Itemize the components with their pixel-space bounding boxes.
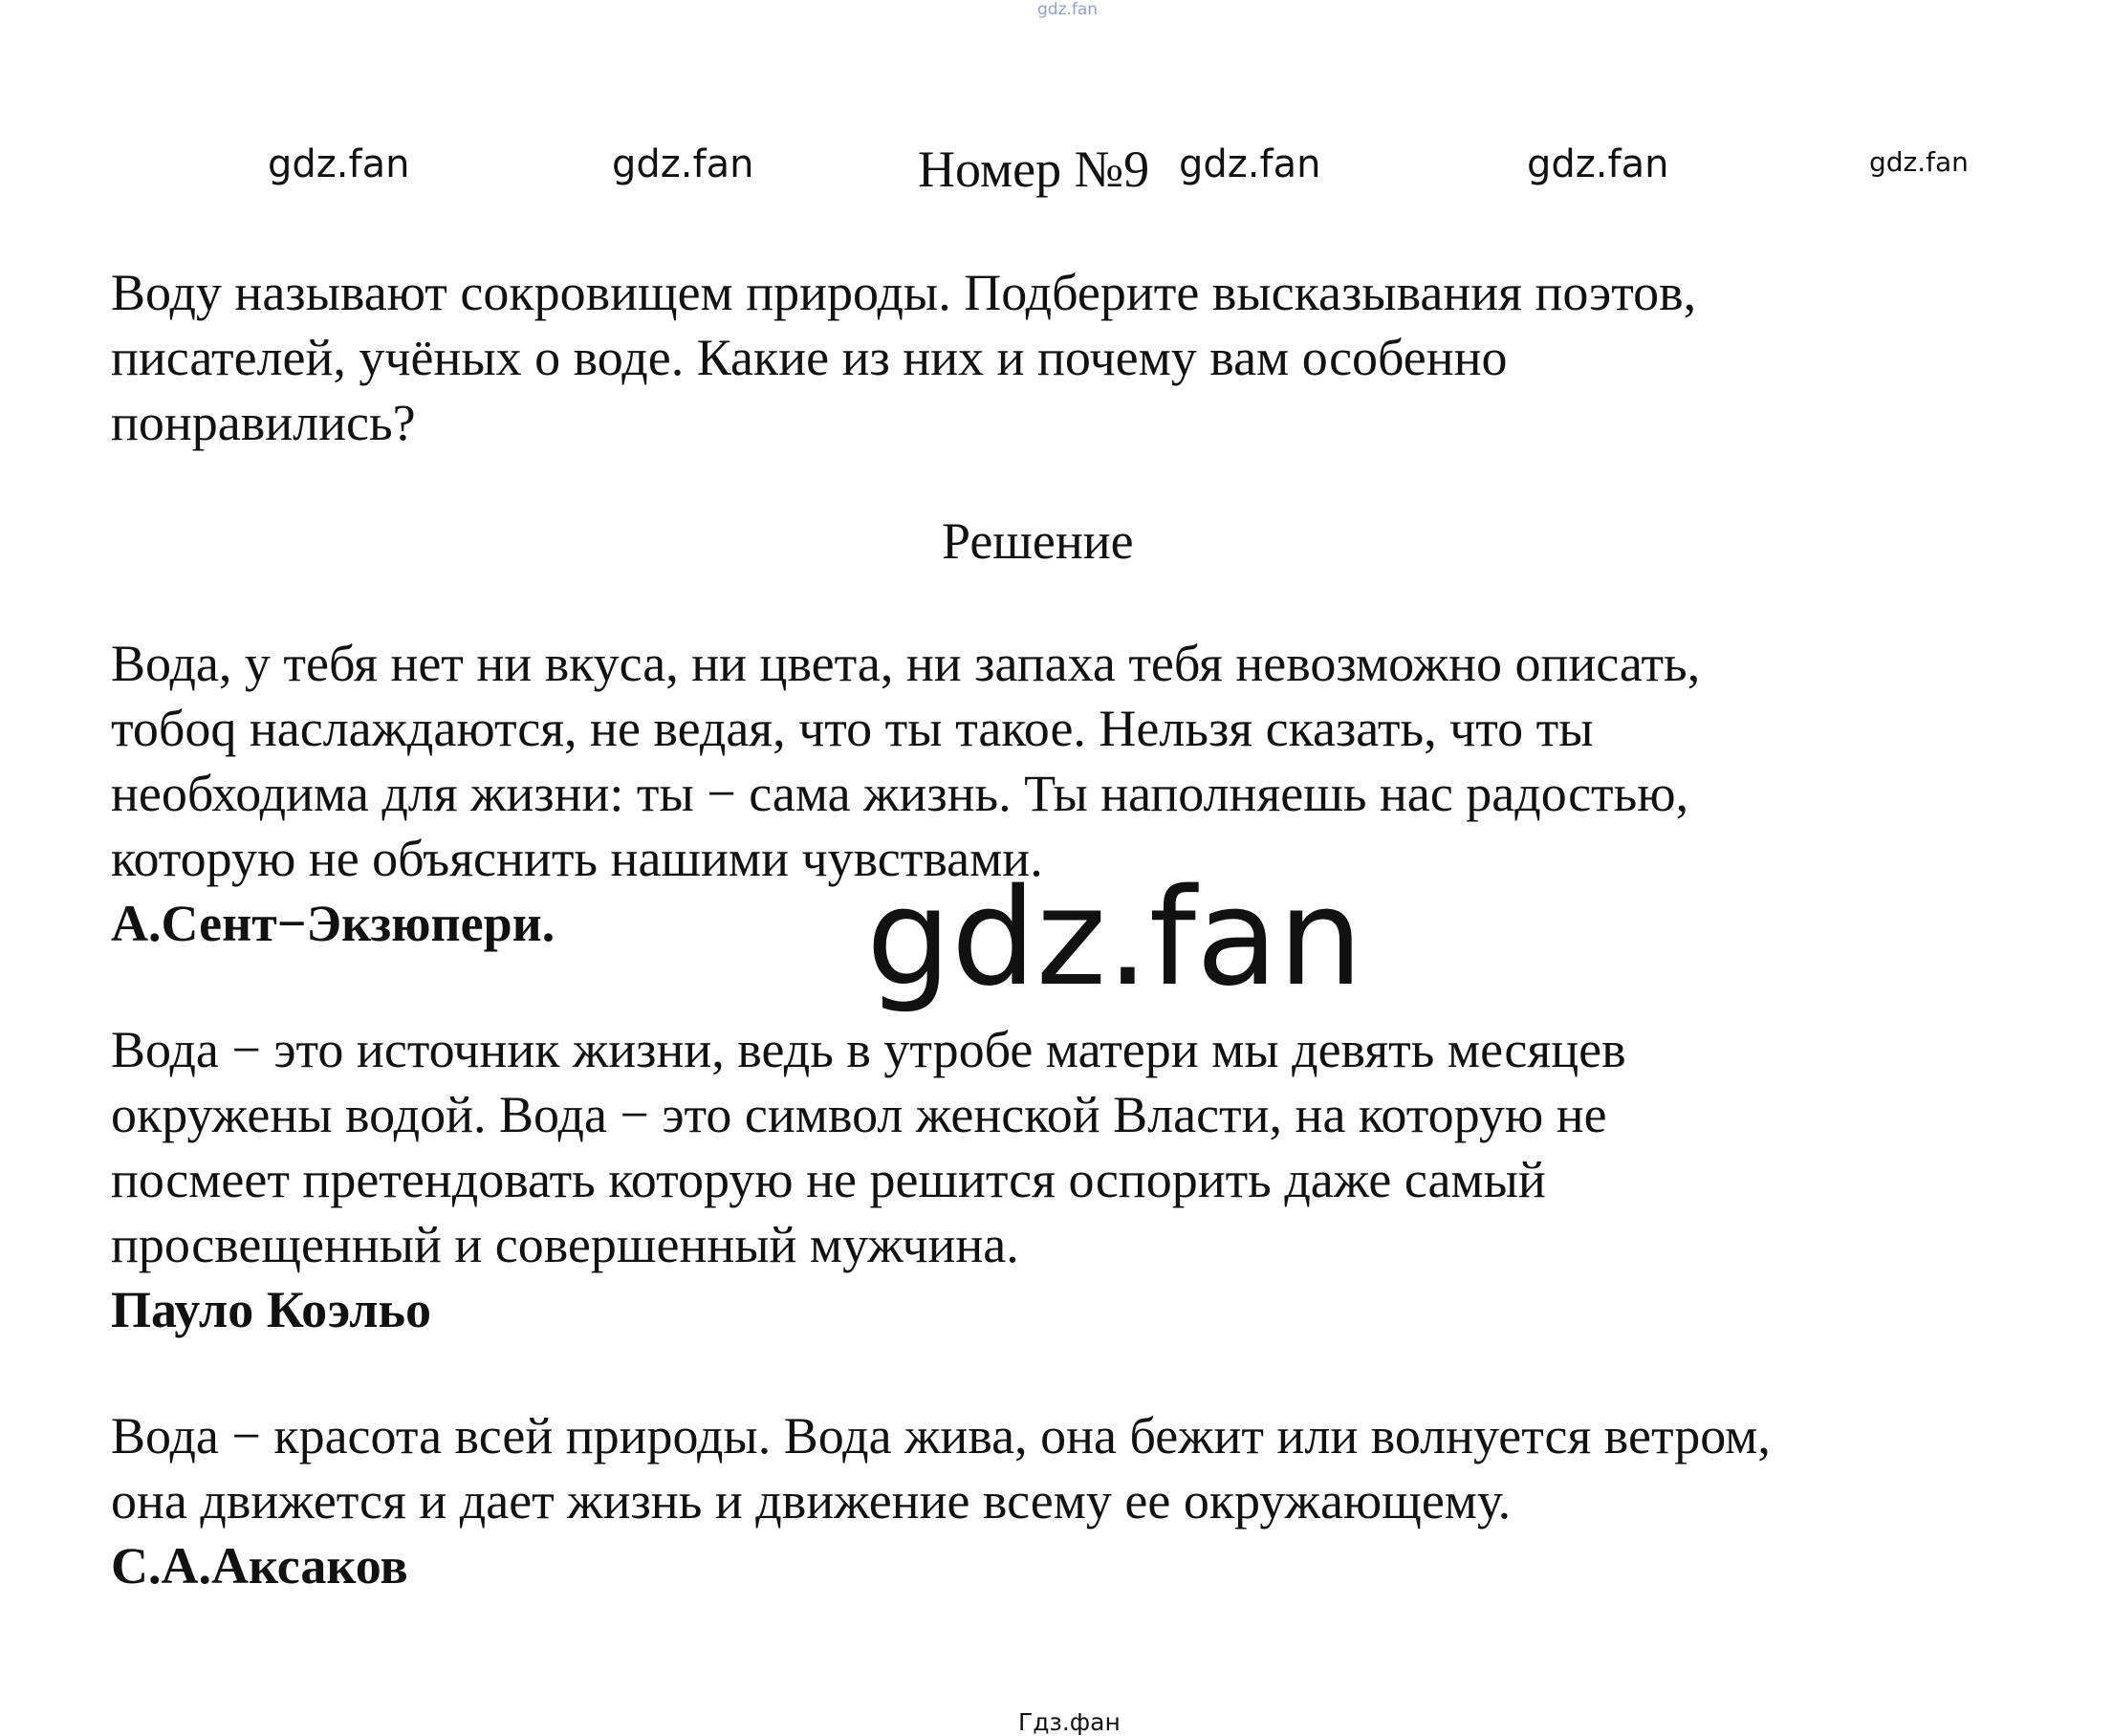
watermark-row-right: gdz.fan	[1869, 146, 1969, 178]
quote-2-author: Пауло Коэльо	[111, 1281, 432, 1338]
task-line: Воду называют сокровищем природы. Подберите высказывания поэтов,	[111, 264, 1697, 321]
page-title: Номер №9	[918, 141, 1150, 198]
watermark-top: gdz.fan	[1037, 0, 1099, 19]
quote-1-author: А.Сент−Экзюпери.	[111, 895, 555, 952]
quote-2-text	[111, 1017, 2014, 1277]
task-line: понравились?	[111, 394, 416, 451]
quote-line: она движется и дает жизнь и движение всему ее окружающему.	[111, 1472, 1512, 1530]
quote-line: Вода − красота всей природы. Вода жива, она бежит или волнуется ветром,	[111, 1407, 1771, 1465]
watermark-row-3: gdz.fan	[1179, 142, 1321, 186]
solution-heading: Решение	[942, 512, 1134, 570]
quote-line: посмеет претендовать которую не решится оспорить даже самый	[111, 1151, 1546, 1208]
quote-line: которую не объяснить нашими чувствами.	[111, 830, 1043, 887]
quote-1-text	[111, 631, 2014, 891]
quote-line: Вода − это источник жизни, ведь в утробе матери мы девять месяцев	[111, 1021, 1626, 1078]
watermark-bottom: Гдз.фан	[1018, 1708, 1121, 1736]
watermark-row-4: gdz.fan	[1527, 142, 1669, 186]
quote-3-text	[111, 1403, 2014, 1533]
quote-line: окружены водой. Вода − это символ женской Власти, на которую не	[111, 1086, 1607, 1143]
quote-line: необходима для жизни: ты − сама жизнь. Ты наполняешь нас радостью,	[111, 765, 1689, 822]
watermark-row-2: gdz.fan	[612, 142, 754, 186]
task-line: писателей, учёных о воде. Какие из них и почему вам особенно	[111, 329, 1508, 386]
quote-3-author: С.А.Аксаков	[111, 1537, 408, 1595]
task-text	[111, 260, 2014, 455]
quote-line: просвещенный и совершенный мужчина.	[111, 1216, 1019, 1273]
quote-line: тобоq наслаждаются, не ведая, что ты такое. Нельзя сказать, что ты	[111, 700, 1594, 757]
watermark-row-1: gdz.fan	[268, 142, 410, 186]
quote-line: Вода, у тебя нет ни вкуса, ни цвета, ни запаха тебя невозможно описать,	[111, 635, 1701, 692]
watermark-center: gdz.fan	[866, 860, 1363, 1016]
